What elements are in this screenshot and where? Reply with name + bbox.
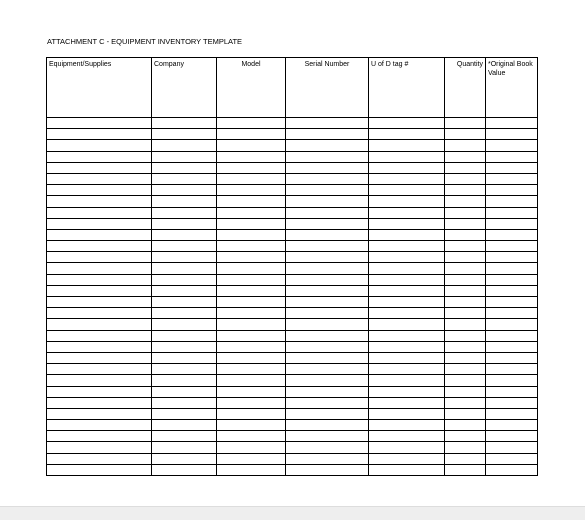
- table-cell: [445, 229, 486, 240]
- table-cell: [47, 162, 152, 173]
- table-cell: [486, 129, 538, 140]
- table-cell: [152, 162, 217, 173]
- table-cell: [369, 185, 445, 196]
- table-row: [47, 386, 538, 397]
- table-cell: [152, 364, 217, 375]
- table-cell: [486, 330, 538, 341]
- table-cell: [486, 420, 538, 431]
- table-cell: [369, 173, 445, 184]
- table-row: [47, 319, 538, 330]
- table-cell: [486, 464, 538, 475]
- table-cell: [369, 252, 445, 263]
- table-row: [47, 151, 538, 162]
- table-cell: [486, 397, 538, 408]
- table-cell: [47, 341, 152, 352]
- table-cell: [286, 140, 369, 151]
- table-cell: [486, 274, 538, 285]
- table-cell: [369, 218, 445, 229]
- table-row: [47, 308, 538, 319]
- table-cell: [47, 173, 152, 184]
- table-cell: [486, 252, 538, 263]
- table-cell: [445, 129, 486, 140]
- table-cell: [445, 397, 486, 408]
- table-cell: [47, 397, 152, 408]
- table-cell: [152, 453, 217, 464]
- table-cell: [486, 241, 538, 252]
- table-cell: [286, 308, 369, 319]
- table-cell: [486, 341, 538, 352]
- table-cell: [217, 420, 286, 431]
- table-cell: [445, 319, 486, 330]
- table-row: [47, 453, 538, 464]
- table-row: [47, 464, 538, 475]
- table-cell: [152, 173, 217, 184]
- column-header-original-book-value: *Original Book Value: [486, 58, 538, 118]
- table-cell: [445, 442, 486, 453]
- table-cell: [486, 352, 538, 363]
- table-cell: [445, 308, 486, 319]
- table-cell: [152, 185, 217, 196]
- table-cell: [217, 185, 286, 196]
- table-cell: [286, 185, 369, 196]
- table-cell: [152, 308, 217, 319]
- table-cell: [445, 352, 486, 363]
- table-cell: [286, 118, 369, 129]
- column-header-equipment-supplies: Equipment/Supplies: [47, 58, 152, 118]
- table-cell: [486, 196, 538, 207]
- table-cell: [369, 162, 445, 173]
- table-cell: [445, 274, 486, 285]
- table-cell: [47, 453, 152, 464]
- table-cell: [286, 420, 369, 431]
- table-cell: [47, 185, 152, 196]
- table-cell: [486, 386, 538, 397]
- table-cell: [152, 285, 217, 296]
- table-cell: [47, 308, 152, 319]
- table-cell: [47, 408, 152, 419]
- table-cell: [152, 241, 217, 252]
- table-cell: [486, 162, 538, 173]
- table-cell: [286, 330, 369, 341]
- table-cell: [152, 118, 217, 129]
- table-cell: [369, 196, 445, 207]
- table-cell: [47, 118, 152, 129]
- table-cell: [286, 196, 369, 207]
- table-cell: [486, 308, 538, 319]
- table-cell: [486, 229, 538, 240]
- table-cell: [286, 241, 369, 252]
- table-cell: [152, 397, 217, 408]
- table-row: [47, 442, 538, 453]
- table-cell: [445, 207, 486, 218]
- table-cell: [369, 375, 445, 386]
- table-cell: [445, 330, 486, 341]
- table-cell: [217, 285, 286, 296]
- table-cell: [369, 140, 445, 151]
- table-row: [47, 274, 538, 285]
- table-cell: [286, 464, 369, 475]
- table-cell: [217, 196, 286, 207]
- table-cell: [369, 431, 445, 442]
- table-cell: [486, 118, 538, 129]
- table-cell: [47, 252, 152, 263]
- table-cell: [369, 241, 445, 252]
- table-cell: [369, 308, 445, 319]
- table-header-row: [47, 58, 538, 118]
- table-row: [47, 207, 538, 218]
- table-row: [47, 196, 538, 207]
- table-cell: [369, 464, 445, 475]
- table-cell: [486, 375, 538, 386]
- table-cell: [152, 218, 217, 229]
- table-row: [47, 241, 538, 252]
- table-cell: [486, 453, 538, 464]
- table-cell: [47, 386, 152, 397]
- table-cell: [217, 453, 286, 464]
- table-cell: [47, 319, 152, 330]
- table-cell: [286, 252, 369, 263]
- table-cell: [286, 352, 369, 363]
- table-row: [47, 263, 538, 274]
- table-cell: [369, 420, 445, 431]
- table-row: [47, 352, 538, 363]
- table-cell: [152, 330, 217, 341]
- table-cell: [369, 151, 445, 162]
- table-row: [47, 173, 538, 184]
- table-cell: [217, 442, 286, 453]
- table-cell: [152, 341, 217, 352]
- table-row: [47, 118, 538, 129]
- table-row: [47, 341, 538, 352]
- table-cell: [369, 442, 445, 453]
- table-cell: [152, 151, 217, 162]
- table-cell: [47, 196, 152, 207]
- table-cell: [486, 218, 538, 229]
- document-title: ATTACHMENT C - EQUIPMENT INVENTORY TEMPLATE: [47, 37, 243, 46]
- table-cell: [369, 274, 445, 285]
- table-cell: [152, 229, 217, 240]
- table-cell: [286, 173, 369, 184]
- table-cell: [369, 364, 445, 375]
- table-cell: [152, 140, 217, 151]
- table-cell: [47, 330, 152, 341]
- table-cell: [152, 263, 217, 274]
- table-cell: [445, 140, 486, 151]
- table-row: [47, 397, 538, 408]
- table-row: [47, 252, 538, 263]
- table-cell: [152, 196, 217, 207]
- table-cell: [445, 341, 486, 352]
- table-body: [47, 118, 538, 476]
- table-row: [47, 375, 538, 386]
- table-cell: [369, 341, 445, 352]
- table-cell: [152, 297, 217, 308]
- table-cell: [47, 375, 152, 386]
- table-cell: [217, 308, 286, 319]
- table-cell: [445, 464, 486, 475]
- table-cell: [445, 431, 486, 442]
- table-cell: [217, 274, 286, 285]
- table-cell: [369, 118, 445, 129]
- table-cell: [486, 364, 538, 375]
- table-cell: [47, 140, 152, 151]
- table-cell: [217, 263, 286, 274]
- table-cell: [47, 241, 152, 252]
- table-cell: [445, 118, 486, 129]
- table-cell: [217, 297, 286, 308]
- table-cell: [369, 330, 445, 341]
- table-row: [47, 364, 538, 375]
- table-cell: [286, 453, 369, 464]
- table-cell: [369, 408, 445, 419]
- table-cell: [286, 364, 369, 375]
- table-row: [47, 408, 538, 419]
- table-cell: [445, 420, 486, 431]
- table-cell: [286, 207, 369, 218]
- table-cell: [369, 263, 445, 274]
- table-cell: [47, 263, 152, 274]
- table-cell: [152, 252, 217, 263]
- table-cell: [217, 464, 286, 475]
- table-cell: [47, 207, 152, 218]
- table-cell: [217, 162, 286, 173]
- table-cell: [47, 364, 152, 375]
- equipment-inventory-table: [46, 57, 538, 476]
- table-cell: [286, 341, 369, 352]
- table-cell: [152, 408, 217, 419]
- column-header-company: Company: [152, 58, 217, 118]
- table-cell: [217, 140, 286, 151]
- table-row: [47, 431, 538, 442]
- table-cell: [369, 453, 445, 464]
- table-cell: [47, 274, 152, 285]
- table-cell: [217, 129, 286, 140]
- table-row: [47, 229, 538, 240]
- table-cell: [486, 151, 538, 162]
- table-cell: [369, 319, 445, 330]
- table-row: [47, 330, 538, 341]
- table-cell: [152, 129, 217, 140]
- table-cell: [445, 375, 486, 386]
- table-cell: [486, 442, 538, 453]
- table-cell: [47, 218, 152, 229]
- column-header-u-of-d-tag: U of D tag #: [369, 58, 445, 118]
- table-cell: [445, 185, 486, 196]
- table-cell: [445, 285, 486, 296]
- table-cell: [217, 408, 286, 419]
- table-cell: [217, 431, 286, 442]
- table-cell: [445, 218, 486, 229]
- table-cell: [486, 285, 538, 296]
- table-cell: [217, 397, 286, 408]
- table-cell: [152, 274, 217, 285]
- table-cell: [286, 386, 369, 397]
- table-row: [47, 420, 538, 431]
- table-cell: [445, 196, 486, 207]
- table-cell: [486, 319, 538, 330]
- table-cell: [217, 207, 286, 218]
- table-cell: [47, 464, 152, 475]
- table-cell: [445, 162, 486, 173]
- table-cell: [217, 364, 286, 375]
- table-cell: [486, 185, 538, 196]
- table-cell: [286, 442, 369, 453]
- table-cell: [445, 241, 486, 252]
- table-cell: [47, 420, 152, 431]
- table-cell: [47, 297, 152, 308]
- table-cell: [286, 297, 369, 308]
- table-cell: [486, 173, 538, 184]
- table-cell: [217, 151, 286, 162]
- table-cell: [217, 118, 286, 129]
- table-cell: [47, 431, 152, 442]
- table-cell: [445, 297, 486, 308]
- table-cell: [152, 319, 217, 330]
- table-cell: [369, 129, 445, 140]
- table-cell: [486, 297, 538, 308]
- table-cell: [369, 397, 445, 408]
- table-cell: [152, 464, 217, 475]
- table-cell: [369, 386, 445, 397]
- table-cell: [286, 319, 369, 330]
- table-cell: [217, 241, 286, 252]
- table-cell: [217, 375, 286, 386]
- table-cell: [47, 352, 152, 363]
- table-cell: [369, 207, 445, 218]
- table-cell: [217, 341, 286, 352]
- table-cell: [217, 352, 286, 363]
- table-cell: [369, 229, 445, 240]
- table-cell: [445, 173, 486, 184]
- table-cell: [286, 263, 369, 274]
- table-cell: [47, 285, 152, 296]
- table-cell: [445, 263, 486, 274]
- table-cell: [47, 229, 152, 240]
- table-cell: [152, 420, 217, 431]
- table-cell: [286, 285, 369, 296]
- table-cell: [486, 431, 538, 442]
- table-cell: [486, 140, 538, 151]
- table-cell: [369, 352, 445, 363]
- table-cell: [47, 129, 152, 140]
- table-cell: [217, 252, 286, 263]
- table-cell: [152, 442, 217, 453]
- table-row: [47, 185, 538, 196]
- table-cell: [445, 252, 486, 263]
- table-row: [47, 129, 538, 140]
- table-cell: [152, 352, 217, 363]
- table-row: [47, 297, 538, 308]
- table-row: [47, 140, 538, 151]
- table-cell: [152, 386, 217, 397]
- column-header-model: Model: [217, 58, 286, 118]
- table-cell: [152, 375, 217, 386]
- table-cell: [286, 397, 369, 408]
- column-header-quantity: Quantity: [445, 58, 486, 118]
- table-cell: [286, 129, 369, 140]
- table-cell: [152, 207, 217, 218]
- table-cell: [286, 274, 369, 285]
- table-cell: [286, 218, 369, 229]
- table-cell: [47, 151, 152, 162]
- table-cell: [286, 229, 369, 240]
- table-cell: [445, 453, 486, 464]
- table-cell: [217, 173, 286, 184]
- table-cell: [445, 386, 486, 397]
- table-cell: [217, 319, 286, 330]
- column-header-serial-number: Serial Number: [286, 58, 369, 118]
- table-cell: [47, 442, 152, 453]
- table-cell: [445, 151, 486, 162]
- table-cell: [286, 151, 369, 162]
- table-cell: [445, 408, 486, 419]
- table-cell: [445, 364, 486, 375]
- table-cell: [486, 408, 538, 419]
- table-cell: [369, 297, 445, 308]
- table-cell: [217, 218, 286, 229]
- table-cell: [217, 229, 286, 240]
- table-cell: [217, 386, 286, 397]
- table-cell: [369, 285, 445, 296]
- table-cell: [286, 408, 369, 419]
- table-row: [47, 285, 538, 296]
- table-cell: [286, 375, 369, 386]
- table-row: [47, 218, 538, 229]
- table-cell: [286, 431, 369, 442]
- table-cell: [217, 330, 286, 341]
- table-cell: [152, 431, 217, 442]
- table-cell: [286, 162, 369, 173]
- table-cell: [486, 263, 538, 274]
- table-row: [47, 162, 538, 173]
- table-cell: [486, 207, 538, 218]
